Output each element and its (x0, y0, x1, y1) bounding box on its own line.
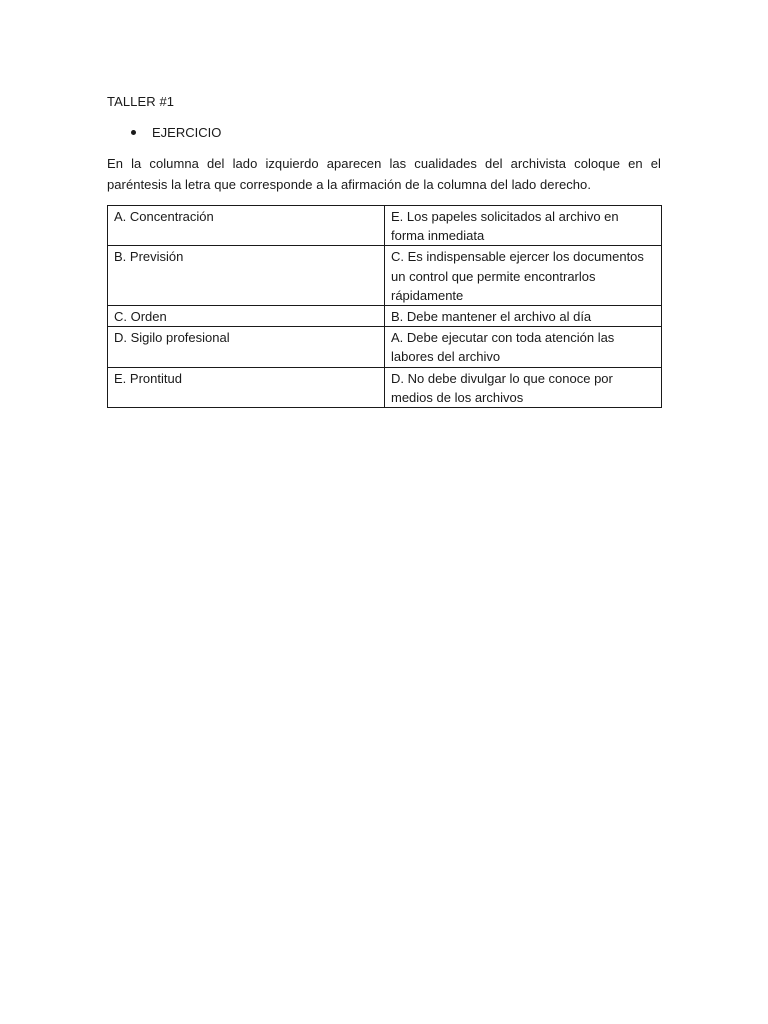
table-cell-statement: E. Los papeles solicitados al archivo en forma inmediata (385, 206, 662, 246)
table-cell-quality: B. Previsión (108, 246, 385, 306)
matching-table (107, 205, 662, 408)
bullet-icon (131, 130, 136, 135)
table-cell-quality: D. Sigilo profesional (108, 327, 385, 367)
table-cell-statement: D. No debe divulgar lo que conoce por medios de los archivos (385, 367, 662, 407)
bullet-item-text: EJERCICIO (152, 125, 222, 140)
document-title: TALLER #1 (107, 94, 175, 109)
table-cell-statement: C. Es indispensable ejercer los documentos un control que permite encontrarlos rápidamente (385, 246, 662, 306)
table-cell-statement: A. Debe ejecutar con toda atención las labores del archivo (385, 327, 662, 367)
table-row (108, 246, 662, 306)
table-row (108, 327, 662, 367)
table-cell-quality: A. Concentración (108, 206, 385, 246)
table-cell-statement: B. Debe mantener el archivo al día (385, 306, 662, 327)
table-cell-quality: E. Prontitud (108, 367, 385, 407)
table-row (108, 367, 662, 407)
table-cell-quality: C. Orden (108, 306, 385, 327)
bullet-list-item (131, 125, 221, 140)
table-row (108, 306, 662, 327)
table-row (108, 206, 662, 246)
instructions-paragraph: En la columna del lado izquierdo aparecen las cualidades del archivista coloque en el paréntesis la letra que corresponde a la afirmación de la columna del lado derecho. (107, 156, 661, 192)
